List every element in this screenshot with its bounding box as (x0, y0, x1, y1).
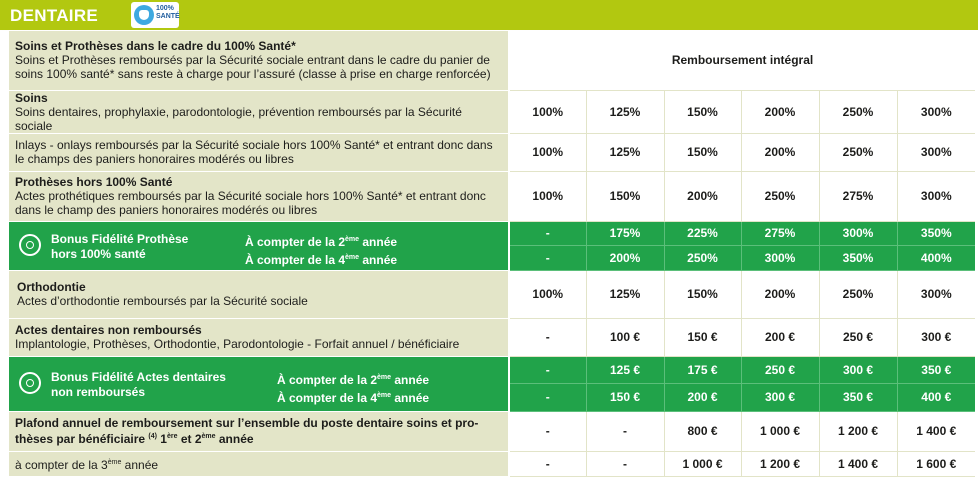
row-bonus-actes-b: - 150 € 200 € 300 € 350 € 400 € (9, 383, 975, 411)
row-plafond-annuel: Plafond annuel de remboursement sur l’ensemble du poste dentaire soins et pro- thèses par bénéficiaire $^{(4)}$ 1ère et 2ème année - - 800 € 1 000 € 1 200 € 1 400 € (9, 411, 975, 451)
award-icon (19, 372, 41, 394)
row-orthodontie: Orthodontie Actes d’orthodontie remboursés par la Sécurité sociale 100% 125% 150% 200% 250% 300% (9, 270, 975, 318)
row-soins: Soins Soins dentaires, prophylaxie, parodontologie, prévention remboursés par la Sécurité sociale 100% 125% 150% 200% 250% 300% (9, 90, 975, 133)
row-plafond-3e-annee: à compter de la 3ème année - - 1 000 € 1 200 € 1 400 € 1 600 € (9, 451, 975, 476)
bonus-conditions: À compter de la 2ème année À compter de la 4ème année (245, 234, 398, 267)
100-sante-badge: 100% SANTÉ (131, 2, 179, 28)
bonus-conditions: À compter de la 2ème année À compter de la 4ème année (277, 372, 430, 405)
dental-coverage-table (9, 31, 975, 477)
row-actes-non-rembourses: Actes dentaires non remboursés Implantologie, Prothèses, Orthodontie, Parodontologie - Forfait annuel / bénéficiaire - 100 € 150 € 200 € 250 € 300 € (9, 318, 975, 356)
row-inlays-onlays: Inlays - onlays remboursés par la Sécurité sociale hors 100% Santé* et entrant donc dans le champs des paniers honoraires modérés ou libres 100% 125% 150% 200% 250% 300% (9, 133, 975, 171)
row-bonus-protheses-b: - 200% 250% 300% 350% 400% (9, 245, 975, 270)
bonus-name: Bonus Fidélité Actes dentaires non remboursés (51, 369, 226, 399)
row-protheses: Prothèses hors 100% Santé Actes prothétiques remboursés par la Sécurité sociale hors 100% Santé* et entrant donc dans le champ des paniers honoraires modérés ou libres 100% 150% 200% 250% 275% 300% (9, 171, 975, 221)
award-icon (19, 234, 41, 256)
tooth-icon (134, 5, 154, 25)
integral-reimbursement: Remboursement intégral (509, 31, 975, 90)
bonus-name: Bonus Fidélité Prothèse hors 100% santé (51, 231, 189, 261)
row-100-sante: Soins et Prothèses dans le cadre du 100% Santé* Soins et Prothèses remboursés par la Sécurité sociale entrant dans le cadre du panier de soins 100% santé* sans reste à charge pour l’assuré (classe à prise en charge renforcée) Remboursement intégral (9, 31, 975, 90)
section-title: DENTAIRE (10, 6, 99, 25)
row-bonus-protheses-a: Bonus Fidélité Prothèse hors 100% santé À compter de la 2ème année À compter de la 4ème année - 175% 225% 275% 300% 350% (9, 221, 975, 245)
section-header-bar (0, 0, 978, 30)
row-bonus-actes-a: Bonus Fidélité Actes dentaires non remboursés À compter de la 2ème année À compter de la 4ème année - 125 € 175 € 250 € 300 € 350 € (9, 356, 975, 383)
